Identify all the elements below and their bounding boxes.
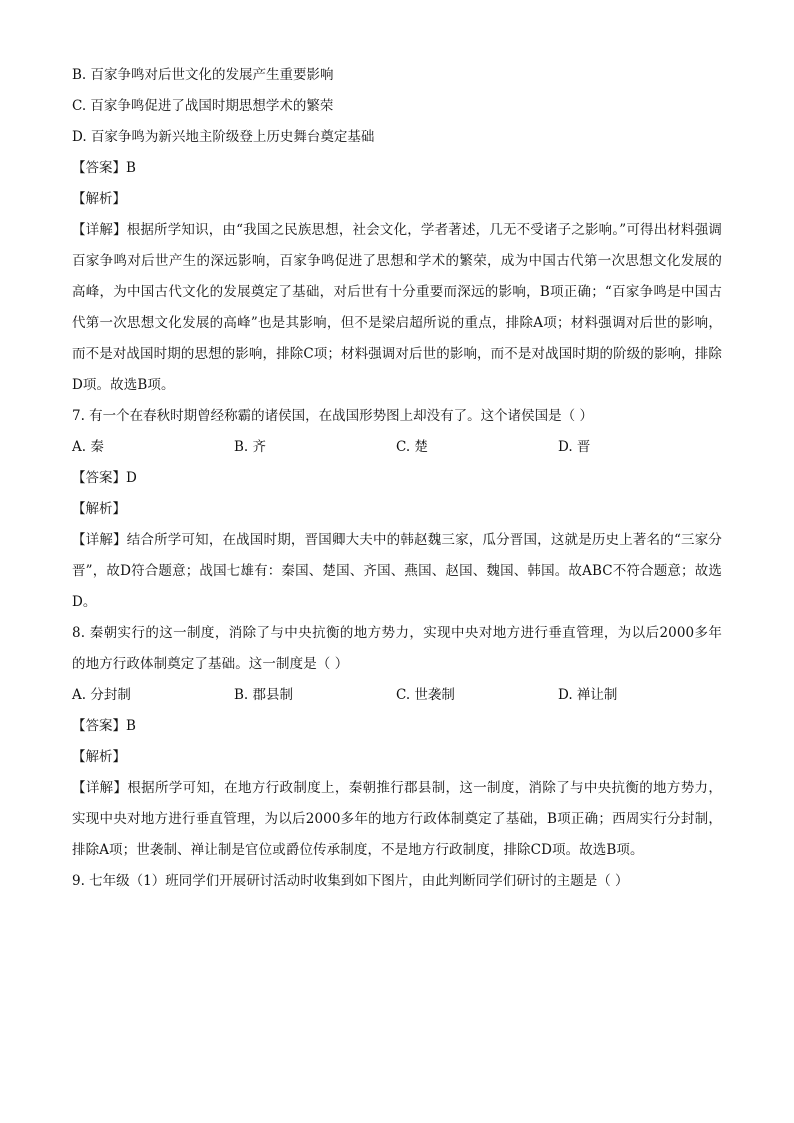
q8-stem: 8. 秦朝实行的这一制度，消除了与中央抗衡的地方势力，实现中央对地方进行垂直管理，为以后2000多年的地方行政体制奠定了基础。这一制度是（ ） (72, 625, 722, 672)
q6-option-d: D. 百家争鸣为新兴地主阶级登上历史舞台奠定基础 (72, 129, 375, 145)
q7-option-b: B. 齐 (234, 439, 267, 455)
answer-label: 【答案】 (72, 718, 126, 734)
q9-stem: 9. 七年级（1）班同学们开展研讨活动时收集到如下图片，由此判断同学们研讨的主题是（ ） (72, 873, 629, 889)
q7-answer (72, 463, 722, 494)
q8-answer (72, 711, 722, 742)
q6-option-b: B. 百家争鸣对后世文化的发展产生重要影响 (72, 67, 334, 83)
q7-detail (72, 525, 722, 618)
q7-options (72, 432, 722, 463)
q7-option-a: A. 秦 (72, 439, 104, 455)
q8-option-b: B. 郡县制 (234, 687, 294, 703)
q6-analysis-label: 【解析】 (72, 191, 126, 207)
q7-option-d: D. 晋 (558, 439, 591, 455)
exam-page (72, 60, 722, 897)
q8-options (72, 680, 722, 711)
q6-option-c: C. 百家争鸣促进了战国时期思想学术的繁荣 (72, 98, 334, 114)
detail-label: 【详解】 (72, 222, 127, 238)
detail-label: 【详解】 (72, 780, 128, 796)
answer-value: B (126, 160, 136, 176)
q8-option-a: A. 分封制 (72, 687, 131, 703)
q8-analysis-label: 【解析】 (72, 749, 126, 765)
q6-answer (72, 153, 722, 184)
detail-text: 根据所学知识，由“我国之民族思想，社会文化，学者著述，几无不受诸子之影响。”可得出材料强调百家争鸣对后世产生的深远影响，百家争鸣促进了思想和学术的繁荣，成为中国古代第一次思想文化发展的高峰，为中国古代文化的发展奠定了基础，对后世有十分重要而深远的影响，B项正确；“百家争鸣是中国古代第一次思想文化发展的高峰”也是其影响，但不是梁启超所说的重点，排除A项；材料强调对后世的影响，而不是对战国时期的思想的影响，排除C项；材料强调对后世的影响，而不是对战国时期的阶级的影响，排除D项。故选B项。 (72, 222, 722, 393)
detail-text: 结合所学可知，在战国时期，晋国卿大夫中的韩赵魏三家，瓜分晋国，这就是历史上著名的“三家分晋”，故D符合题意；战国七雄有：秦国、楚国、齐国、燕国、赵国、魏国、韩国。故ABC不符合题意；故选D。 (72, 532, 722, 610)
q8-detail (72, 773, 722, 866)
answer-label: 【答案】 (72, 470, 126, 486)
answer-label: 【答案】 (72, 160, 126, 176)
q7-analysis-label: 【解析】 (72, 501, 126, 517)
detail-label: 【详解】 (72, 532, 127, 548)
answer-value: B (126, 718, 136, 734)
q8-option-d: D. 禅让制 (558, 687, 618, 703)
detail-text: 根据所学可知，在地方行政制度上，秦朝推行郡县制，这一制度，消除了与中央抗衡的地方势力，实现中央对地方进行垂直管理，为以后2000多年的地方行政体制奠定了基础，B项正确；西周实行分封制，排除A项；世袭制、禅让制是官位或爵位传承制度，不是地方行政制度，排除CD项。故选B项。 (72, 780, 722, 858)
q8-option-c: C. 世袭制 (396, 687, 455, 703)
answer-value: D (126, 470, 137, 486)
q6-detail (72, 215, 722, 401)
q7-option-c: C. 楚 (396, 439, 428, 455)
q7-stem: 7. 有一个在春秋时期曾经称霸的诸侯国，在战国形势图上却没有了。这个诸侯国是（ ） (72, 408, 593, 424)
